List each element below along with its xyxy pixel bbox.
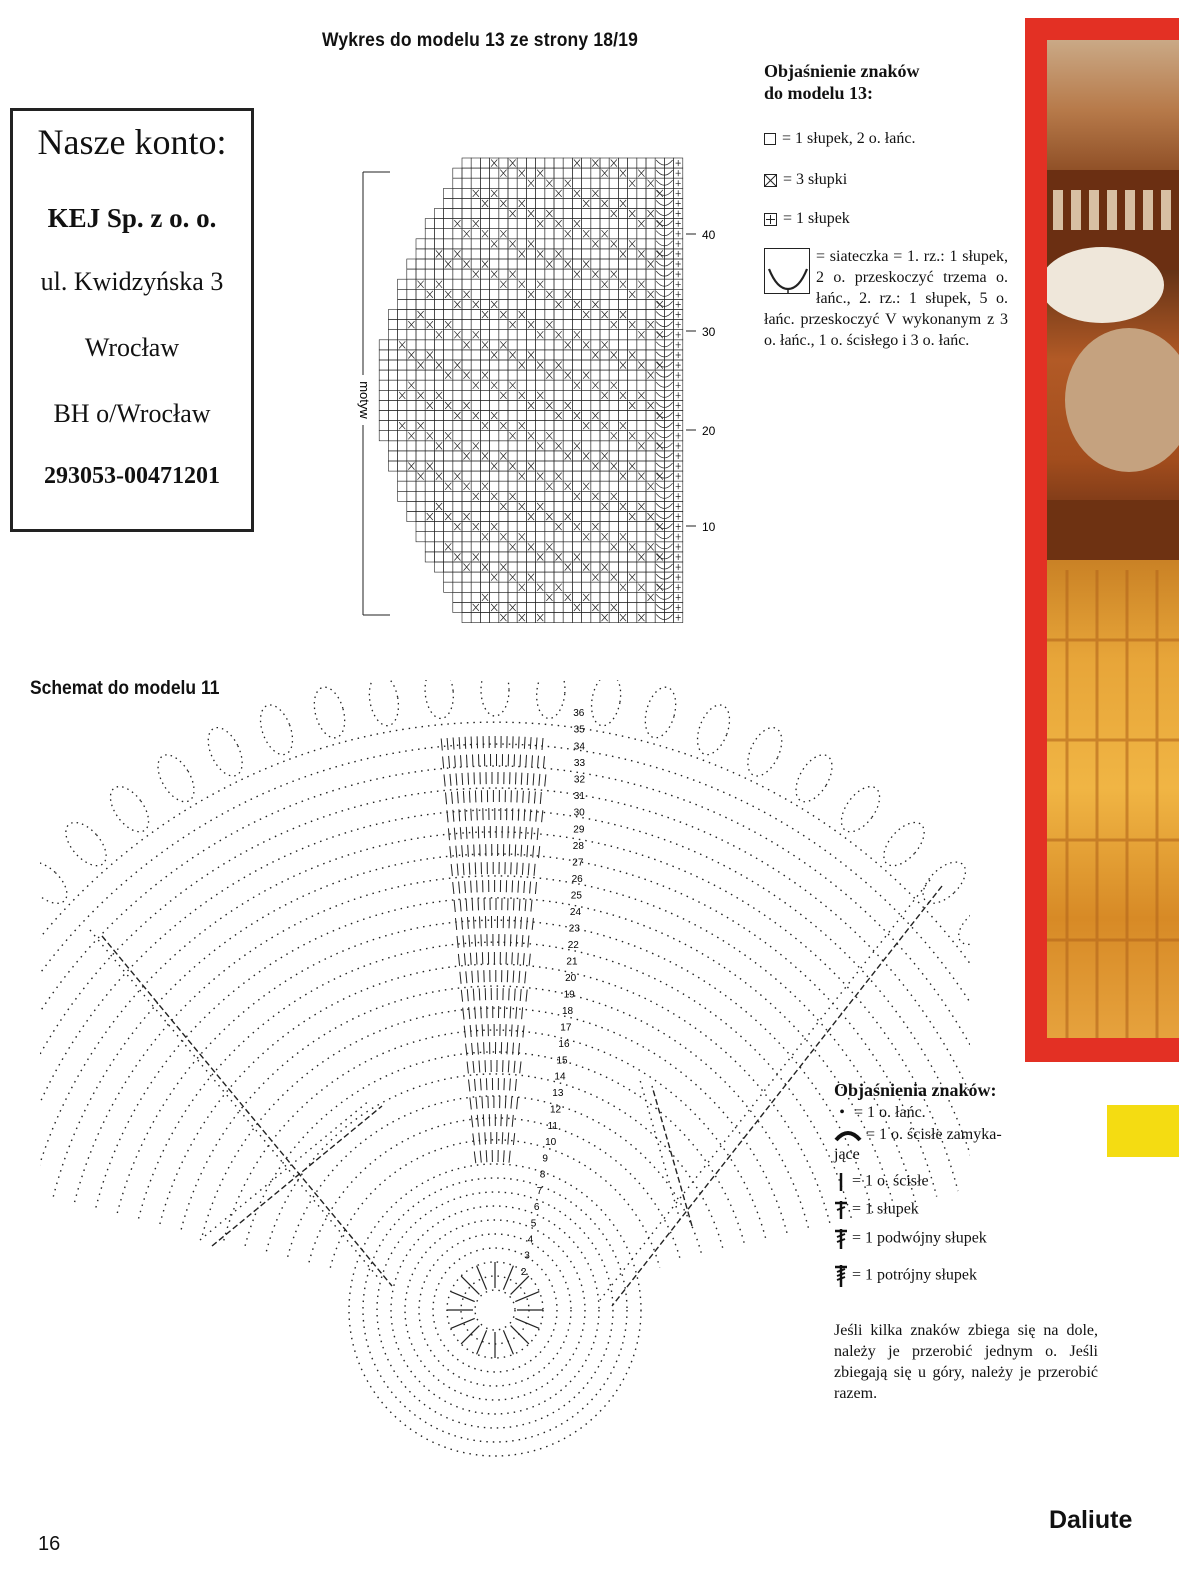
legend11-item-double bbox=[834, 1200, 919, 1220]
row-label-40: 40 bbox=[702, 228, 716, 242]
legend13-item-text: = 3 słupki bbox=[783, 171, 848, 188]
row-number-label: 8 bbox=[539, 1169, 546, 1181]
legend13-item-plus bbox=[764, 210, 850, 228]
account-street: ul. Kwidzyńska 3 bbox=[40, 267, 224, 296]
row-number-label: 29 bbox=[573, 824, 585, 836]
row-number-label: 22 bbox=[567, 940, 579, 952]
row-number-label: 35 bbox=[573, 724, 585, 736]
row-label-20: 20 bbox=[702, 424, 716, 438]
empty-square-icon bbox=[764, 133, 776, 145]
account-info-box bbox=[10, 108, 254, 532]
page-number: 16 bbox=[38, 1533, 61, 1555]
chain-dot-icon: • bbox=[839, 1104, 845, 1121]
row-number-label: 11 bbox=[547, 1120, 558, 1132]
legend13-heading-2: do modelu 13: bbox=[764, 83, 874, 103]
legend11-item-chain bbox=[834, 1104, 926, 1122]
legend-model-13 bbox=[764, 60, 1014, 349]
legend11-item-text: = 1 o. ścisłe bbox=[852, 1172, 929, 1190]
legend13-item-empty bbox=[764, 130, 915, 148]
account-bank: BH o/Wrocław bbox=[53, 399, 211, 428]
filet-grid bbox=[379, 158, 683, 623]
row-number-label: 18 bbox=[562, 1006, 574, 1017]
chart11-title: Schemat do modelu 11 bbox=[30, 678, 220, 699]
legend11-item-single bbox=[834, 1172, 929, 1192]
legend11-item-text: = 1 o. łańc. bbox=[854, 1104, 926, 1121]
legend13-item-cross bbox=[764, 171, 847, 189]
photo-image bbox=[1047, 40, 1179, 1038]
crochet-diagram bbox=[40, 680, 970, 1456]
row-number-label: 3 bbox=[524, 1250, 530, 1262]
legend-model-11 bbox=[834, 1080, 1104, 1402]
row-number-label: 5 bbox=[530, 1218, 537, 1230]
row-number-label: 4 bbox=[527, 1234, 534, 1246]
row-number-label: 21 bbox=[566, 956, 578, 968]
crossed-square-icon bbox=[764, 174, 777, 187]
row-number-label: 13 bbox=[552, 1088, 564, 1100]
row-number-label: 15 bbox=[556, 1055, 568, 1067]
decorative-photo bbox=[1025, 18, 1179, 1062]
legend13-heading-1: Objaśnienie znaków bbox=[764, 61, 920, 81]
double-crochet-icon bbox=[834, 1200, 848, 1220]
row-number-label: 31 bbox=[573, 791, 585, 803]
legend13-item-text: = 1 słupek, 2 o. łańc. bbox=[782, 130, 916, 147]
row-number-label: 28 bbox=[572, 840, 584, 852]
account-company: KEJ Sp. z o. o. bbox=[47, 203, 217, 233]
slip-closing-icon bbox=[834, 1128, 862, 1142]
legend11-item-text: jące bbox=[834, 1146, 860, 1163]
row-number-label: 32 bbox=[573, 774, 586, 786]
row-number-label: 10 bbox=[545, 1137, 557, 1149]
row-number-label: 27 bbox=[572, 857, 584, 869]
row-label-10: 10 bbox=[702, 520, 716, 534]
row-number-label: 20 bbox=[565, 973, 577, 985]
row-number-label: 25 bbox=[570, 890, 582, 902]
row-number-label: 2 bbox=[520, 1266, 527, 1278]
row-number-label: 7 bbox=[536, 1185, 543, 1197]
legend11-item-treble bbox=[834, 1228, 987, 1250]
legend11-item-slip-closing-cont bbox=[834, 1146, 860, 1164]
plus-square-icon bbox=[764, 213, 777, 226]
brand-name: Daliute bbox=[1049, 1506, 1133, 1534]
legend11-heading: Objaśnienia znaków: bbox=[834, 1080, 997, 1100]
yellow-tab bbox=[1107, 1105, 1179, 1157]
row-number-label: 36 bbox=[573, 708, 585, 719]
net-description-text: = siateczka = 1. rz.: 1 słupek, 2 o. przeskoczyć trzema o. łańc., 2. rz.: 1 słupek, 5 o. łańc. przeskoczyć V wykonanym z 3 o. łańc., 1 o. ścisłego i 3 o. łańc. bbox=[764, 248, 1008, 349]
chart13-title: Wykres do modelu 13 ze strony 18/19 bbox=[322, 30, 639, 51]
net-description bbox=[764, 246, 1008, 351]
photo-illustration bbox=[1047, 40, 1179, 1038]
row-number-label: 6 bbox=[533, 1202, 540, 1214]
account-title: Nasze konto: bbox=[37, 122, 227, 162]
row-number-label: 17 bbox=[560, 1022, 572, 1034]
legend11-item-text: = 1 o. ścisłe zamyka- bbox=[866, 1126, 1002, 1143]
row-number-label: 14 bbox=[554, 1071, 566, 1083]
row-number-label: 16 bbox=[558, 1038, 570, 1050]
row-number-label: 12 bbox=[550, 1104, 562, 1116]
row-number-label: 24 bbox=[569, 907, 582, 919]
legend11-note: Jeśli kilka znaków zbiega się na dole, należy je przerobić jednym o. Jeśli zbiegają się u góry, należy je przerobić razem. bbox=[834, 1322, 1098, 1402]
motif-label: motyw bbox=[357, 381, 372, 419]
legend13-item-text: = 1 słupek bbox=[783, 210, 850, 227]
legend11-item-text: = 1 słupek bbox=[852, 1200, 919, 1218]
row-label-30: 30 bbox=[702, 325, 716, 339]
legend11-item-triple bbox=[834, 1264, 977, 1288]
row-number-label: 26 bbox=[571, 874, 583, 885]
legend11-item-text: = 1 potrójny słupek bbox=[852, 1266, 978, 1284]
single-crochet-icon bbox=[834, 1172, 848, 1192]
row-number-label: 30 bbox=[573, 807, 585, 819]
filet-chart-13 bbox=[330, 150, 730, 632]
legend11-item-text: = 1 podwójny słupek bbox=[852, 1229, 987, 1247]
triple-crochet-icon bbox=[834, 1264, 848, 1288]
row-number-label: 33 bbox=[573, 757, 586, 769]
row-number-label: 19 bbox=[563, 989, 575, 1001]
account-city: Wrocław bbox=[84, 333, 180, 362]
row-number-label: 9 bbox=[542, 1153, 548, 1165]
account-number: 293053-00471201 bbox=[44, 463, 220, 489]
row-number-label: 23 bbox=[568, 923, 580, 935]
legend11-item-slip-closing bbox=[834, 1126, 1002, 1144]
row-number-label: 34 bbox=[573, 741, 585, 753]
treble-crochet-icon bbox=[834, 1228, 848, 1250]
crochet-diagram-11 bbox=[40, 680, 970, 1490]
